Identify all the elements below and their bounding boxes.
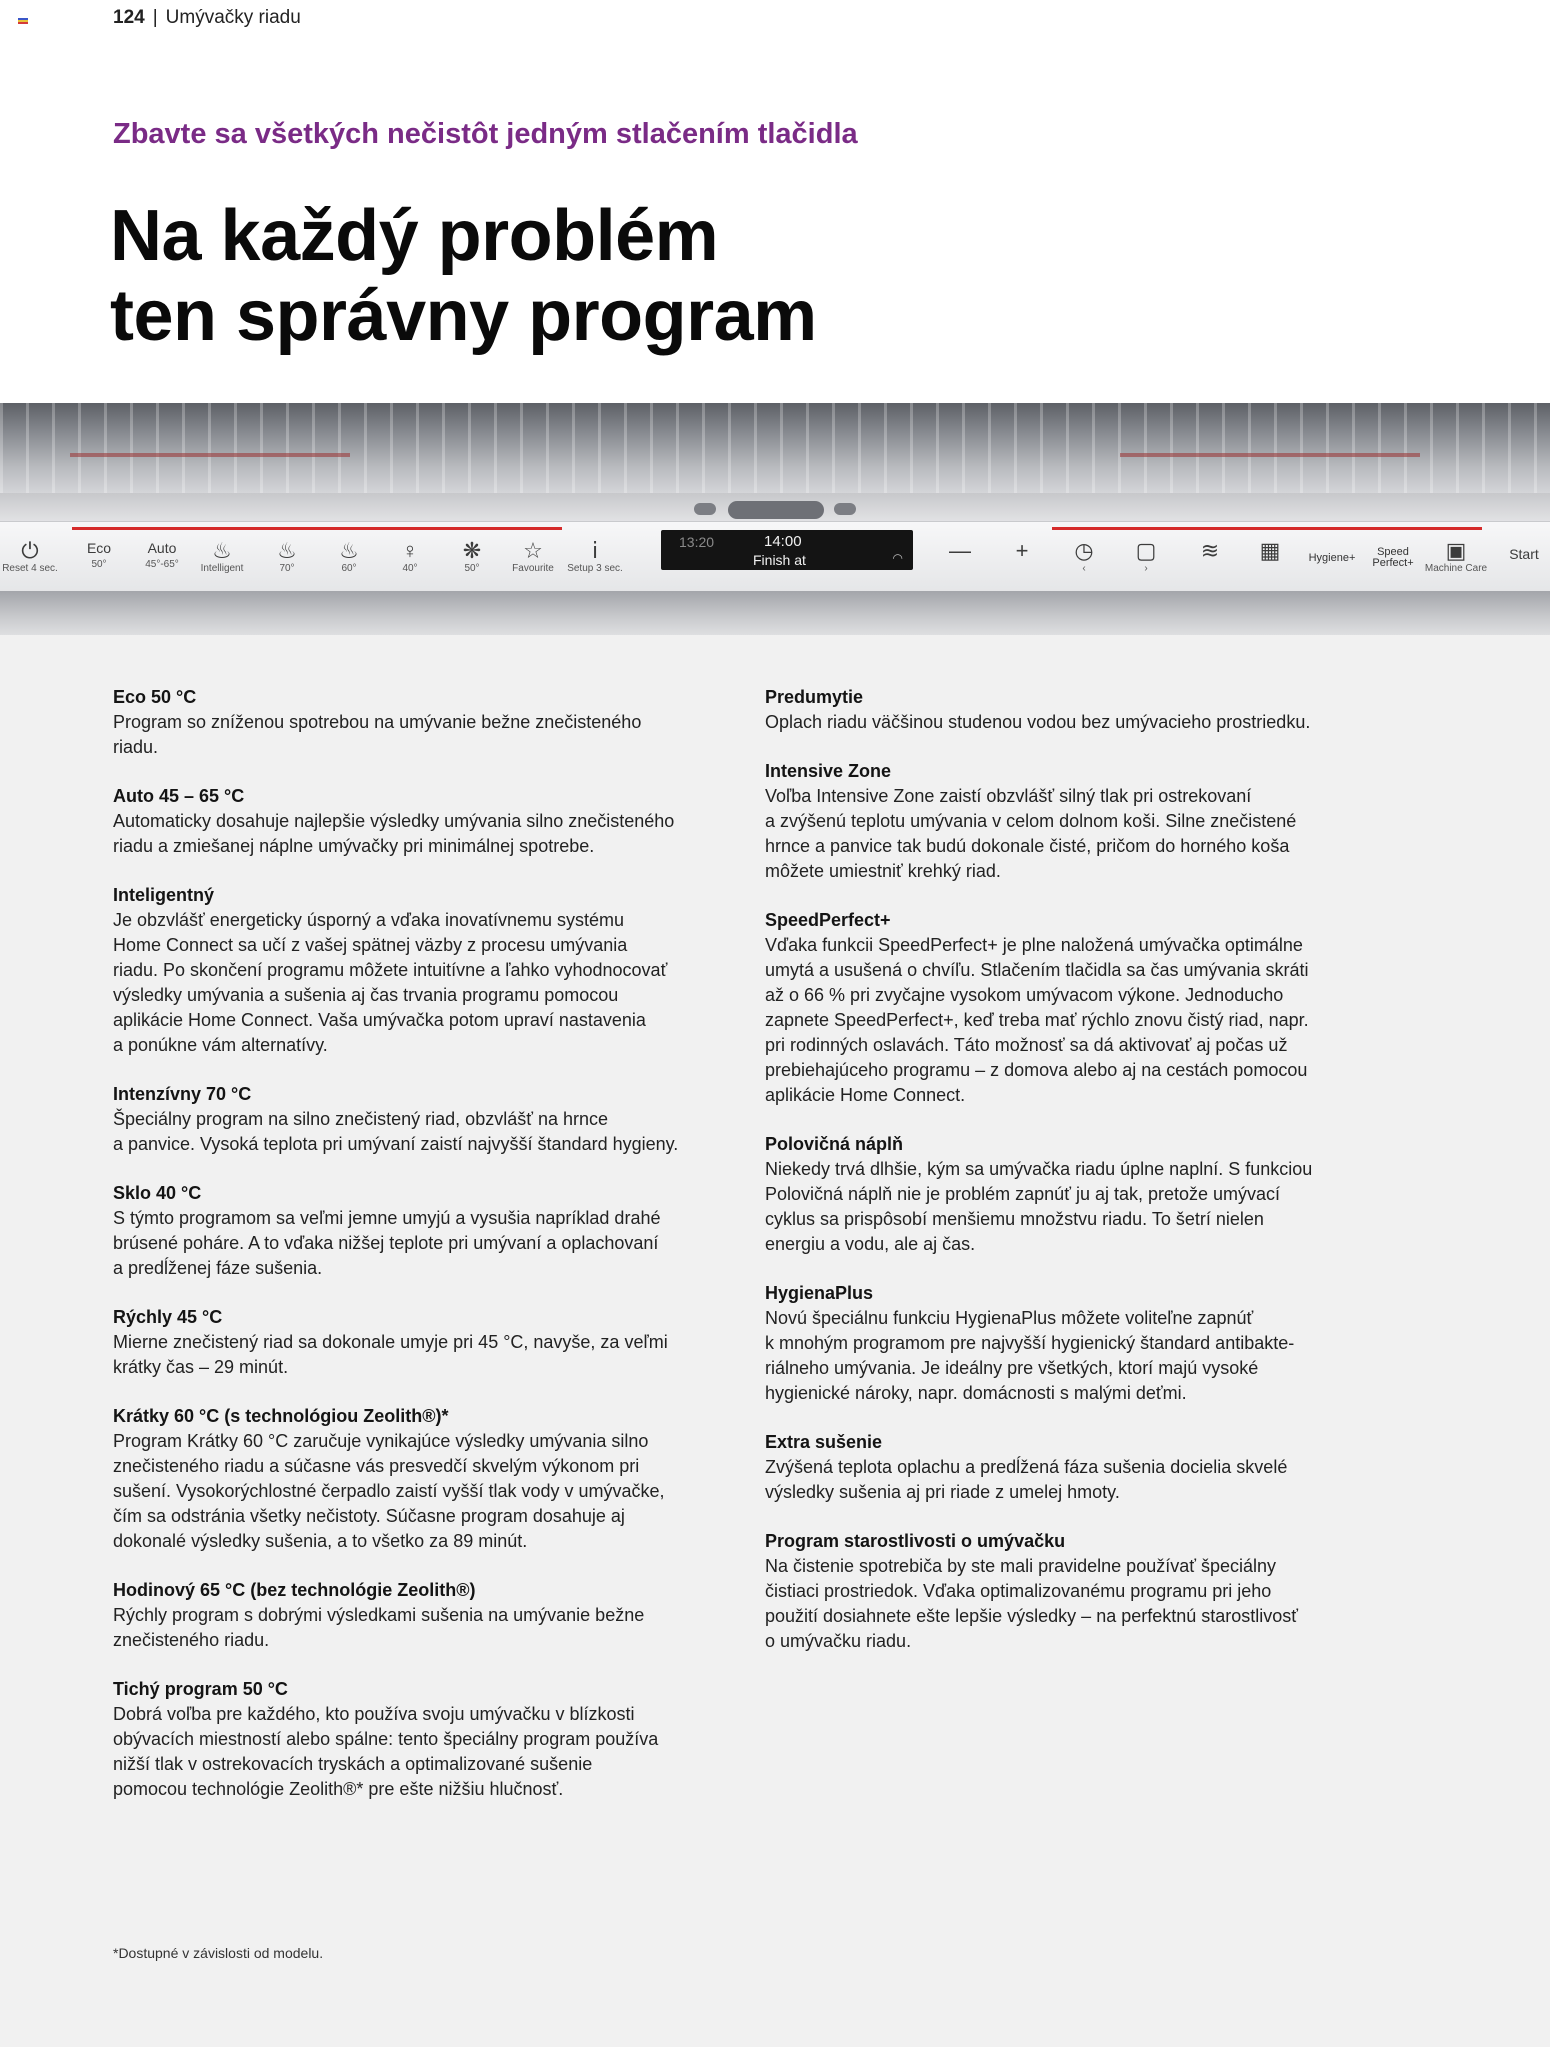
auto-program-button: Auto 45°-65°	[145, 540, 179, 570]
silent-icon: ❋	[462, 538, 482, 563]
program-text: Špeciálny program na silno znečistený riad, obzvlášť na hrnce a panvice. Vysoká teplota pri umývaní zaistí najvyšší štandard hygieny.	[113, 1109, 679, 1154]
clock-icon: ◷	[1074, 538, 1094, 563]
panel-bottom-edge	[0, 591, 1550, 635]
feature-heading: SpeedPerfect+	[765, 910, 891, 930]
page-subtitle: Zbavte sa všetkých nečistôt jedným stlačením tlačidla	[113, 118, 858, 150]
feature-text: Zvýšená teplota oplachu a predĺžená fáza sušenia docielia skvelé výsledky sušenia aj pri riade z umelej hmoty.	[765, 1457, 1288, 1502]
remote-icon: ▢	[1135, 538, 1157, 563]
feature-text: Na čistenie spotrebiča by ste mali pravidelne používať špeciálny čistiaci prostriedok. Vďaka optimalizovanému programu pri jeho použití dosiahnete ešte lepšie výsledky – na perfektnú starostlivosť o umývačku riadu.	[765, 1556, 1299, 1651]
minus-icon: —	[949, 538, 971, 563]
intensive-program-button: ♨ 70°	[255, 540, 319, 576]
quick-icon: ♨	[339, 538, 359, 563]
start-button: Start	[1509, 546, 1539, 562]
machine-care-icon: ▣	[1445, 538, 1467, 563]
feature-item	[765, 759, 1415, 884]
extra-dry-button	[1178, 540, 1242, 562]
feature-item	[765, 1281, 1415, 1406]
program-item	[113, 1677, 763, 1802]
chevron-right-icon: ›	[1144, 563, 1148, 574]
program-heading: Intenzívny 70 °C	[113, 1084, 252, 1104]
page-header	[113, 7, 301, 29]
eco-program-button: Eco 50°	[86, 540, 112, 570]
indicator-line	[72, 527, 562, 530]
program-item	[113, 883, 763, 1058]
glass-program-button: ♀ 40°	[378, 540, 442, 576]
feature-item	[765, 1529, 1415, 1654]
intelligent-icon: ♨	[212, 538, 232, 563]
program-text: Dobrá voľba pre každého, kto používa svoju umývačku v blízkosti obývacích miestností alebo spálne: tento špeciálny program používa nižší tlak v ostrekovacích tryskách a optimalizované sušenie pomocou technológie Zeolith®* pre ešte nižšiu hlučnosť.	[113, 1704, 659, 1799]
panel-button-right	[834, 503, 856, 515]
program-heading: Sklo 40 °C	[113, 1183, 202, 1203]
pot-icon: ♨	[277, 538, 297, 563]
program-descriptions	[0, 635, 1550, 2047]
plus-icon: +	[1015, 538, 1029, 563]
program-text: S týmto programom sa veľmi jemne umyjú a vysušia napríklad drahé brúsené poháre. A to vďaka nižšej teplote pri umývaní a oplachovaní a predĺženej fáze sušenia.	[113, 1208, 661, 1278]
finish-at-label: Finish at	[753, 552, 806, 568]
glass-icon: ♀	[401, 538, 419, 563]
program-text: Program so zníženou spotrebou na umývanie bežne znečisteného riadu.	[113, 712, 642, 757]
feature-item	[765, 685, 1415, 735]
feature-text: Novú špeciálnu funkciu HygienaPlus môžete voliteľne zapnúť k mnohým programom pre najvyšší hygienický štandard antibakte- riálneho umývania. Je ideálny pre všetkých, ktorí majú vysoké hygienické nároky, napr. domácnosti s malými deťmi.	[765, 1308, 1295, 1403]
footnote: *Dostupné v závislosti od modelu.	[113, 1945, 324, 1961]
feature-text: Vďaka funkcii SpeedPerfect+ je plne naložená umývačka optimálne umytá a usušená o chvíľu. Stlačením tlačidla sa čas umývania skráti až o 66 % pri zvyčajne vysokom umývacom výkone. Jednoducho zapnete SpeedPerfect+, keď treba mať rýchlo znovu čistý riad, napr. pri rodinných oslavách. Táto možnosť sa dá aktivovať aj počas už prebiehajúceho programu – z domova alebo aj na cestách pomocou aplikácie Home Connect.	[765, 935, 1309, 1105]
feature-text: Oplach riadu väčšinou studenou vodou bez umývacieho prostriedku.	[765, 712, 1311, 732]
program-heading: Eco 50 °C	[113, 687, 197, 707]
wifi-icon: ◠	[892, 551, 903, 565]
feature-item	[765, 908, 1415, 1108]
panel-button-left	[694, 503, 716, 515]
hygiene-button: Hygiene+	[1308, 552, 1356, 564]
feature-text: Voľba Intensive Zone zaistí obzvlášť silný tlak pri ostrekovaní a zvýšenú teplotu umývania v celom dolnom koši. Silne znečistené hrnce a panvice tak budú dokonale čisté, pričom do horného koša môžete umiestniť krehký riad.	[765, 786, 1297, 881]
page-number: 124	[113, 7, 145, 28]
program-text: Automaticky dosahuje najlepšie výsledky umývania silno znečisteného riadu a zmiešanej náplne umývačky pri minimálnej spotrebe.	[113, 811, 675, 856]
program-item	[113, 1082, 763, 1157]
timer-button	[1052, 540, 1116, 576]
program-heading: Rýchly 45 °C	[113, 1307, 223, 1327]
section-name: Umývačky riadu	[165, 7, 301, 28]
flag-icon	[18, 18, 28, 24]
steam-icon: ≋	[1200, 538, 1220, 563]
rack-wires	[0, 403, 1550, 493]
minus-button	[928, 540, 992, 562]
program-text: Program Krátky 60 °C zaručuje vynikajúce výsledky umývania silno znečisteného riadu a súčasne vás presvedčí skvelým výkonom pri sušení. Vysokorýchlostné čerpadlo zaistí vyšší tlak vody v umývačke, čím sa odstránia všetky nečistoty. Súčasne program dosahuje aj dokonalé výsledky sušenia, a to všetko za 89 minút.	[113, 1431, 665, 1551]
rack-rail	[70, 453, 350, 457]
door-handle	[728, 501, 824, 519]
speed-perfect-button: Speed Perfect+	[1372, 546, 1414, 569]
silent-program-button: ❋ 50°	[440, 540, 504, 576]
title-line: Na každý problém	[110, 196, 719, 276]
favourite-button: ☆ Favourite	[501, 540, 565, 576]
program-item	[113, 1305, 763, 1380]
half-load-button	[1238, 540, 1302, 562]
dishwasher-panel-photo	[0, 403, 1550, 635]
start-time: 13:20	[679, 534, 715, 550]
feature-heading: Predumytie	[765, 687, 864, 707]
program-heading: Tichý program 50 °C	[113, 1679, 288, 1699]
program-item	[113, 1578, 763, 1653]
program-heading: Inteligentný	[113, 885, 215, 905]
title-line: ten správny program	[110, 276, 817, 356]
star-icon: ☆	[523, 538, 543, 563]
feature-item	[765, 1430, 1415, 1505]
program-text: Mierne znečistený riad sa dokonale umyje pri 45 °C, navyše, za veľmi krátky čas – 29 minút.	[113, 1332, 668, 1377]
plus-button	[990, 540, 1054, 562]
rack-rail	[1120, 453, 1420, 457]
program-text: Rýchly program s dobrými výsledkami sušenia na umývanie bežne znečisteného riadu.	[113, 1605, 645, 1650]
program-heading: Krátky 60 °C (s technológiou Zeolith®)*	[113, 1406, 449, 1426]
feature-heading: HygienaPlus	[765, 1283, 874, 1303]
setup-button: ⅰ Setup 3 sec.	[563, 540, 627, 576]
info-icon: ⅰ	[591, 538, 599, 563]
quick-program-button: ♨ 60°	[317, 540, 381, 576]
reset-button: ⏻ Reset 4 sec.	[0, 540, 62, 576]
chevron-left-icon: ‹	[1082, 563, 1086, 574]
end-time: 14:00	[764, 533, 802, 550]
intelligent-program-button: ♨ Intelligent	[190, 540, 254, 576]
program-item	[113, 784, 763, 859]
machine-care-button: ▣ Machine Care	[1424, 538, 1488, 574]
feature-heading: Program starostlivosti o umývačku	[765, 1531, 1066, 1551]
page-title	[110, 196, 817, 356]
program-text: Je obzvlášť energeticky úsporný a vďaka inovatívnemu systému Home Connect sa učí z vašej spätnej väzby z procesu umývania riadu. Po skončení programu môžete intuitívne a ľahko vyhodnocovať výsledky umývania a sušenia aj čas trvania programu pomocou aplikácie Home Connect. Vaša umývačka potom upraví nastavenia a ponúkne vám alternatívy.	[113, 910, 668, 1055]
time-display	[661, 530, 913, 570]
indicator-line	[1052, 527, 1482, 530]
feature-heading: Polovičná náplň	[765, 1134, 904, 1154]
feature-text: Niekedy trvá dlhšie, kým sa umývačka riadu úplne naplní. S funkciou Polovičná náplň nie je problém zapnúť ju aj tak, pretože umývací cyklus sa prispôsobí menšiemu množstvu riadu. To šetrí nielen energiu a vodu, ale aj čas.	[765, 1159, 1313, 1254]
half-load-icon: ▦	[1259, 538, 1281, 563]
program-item	[113, 1404, 763, 1554]
left-column	[113, 685, 763, 1826]
feature-heading: Extra sušenie	[765, 1432, 883, 1452]
power-icon: ⏻	[21, 538, 39, 563]
remote-start-button	[1114, 540, 1178, 576]
program-heading: Hodinový 65 °C (bez technológie Zeolith®)	[113, 1580, 476, 1600]
program-item	[113, 685, 763, 760]
feature-item	[765, 1132, 1415, 1257]
right-column	[765, 685, 1415, 1678]
feature-heading: Intensive Zone	[765, 761, 892, 781]
program-heading: Auto 45 – 65 °C	[113, 786, 245, 806]
program-item	[113, 1181, 763, 1281]
header-separator: |	[152, 7, 158, 28]
